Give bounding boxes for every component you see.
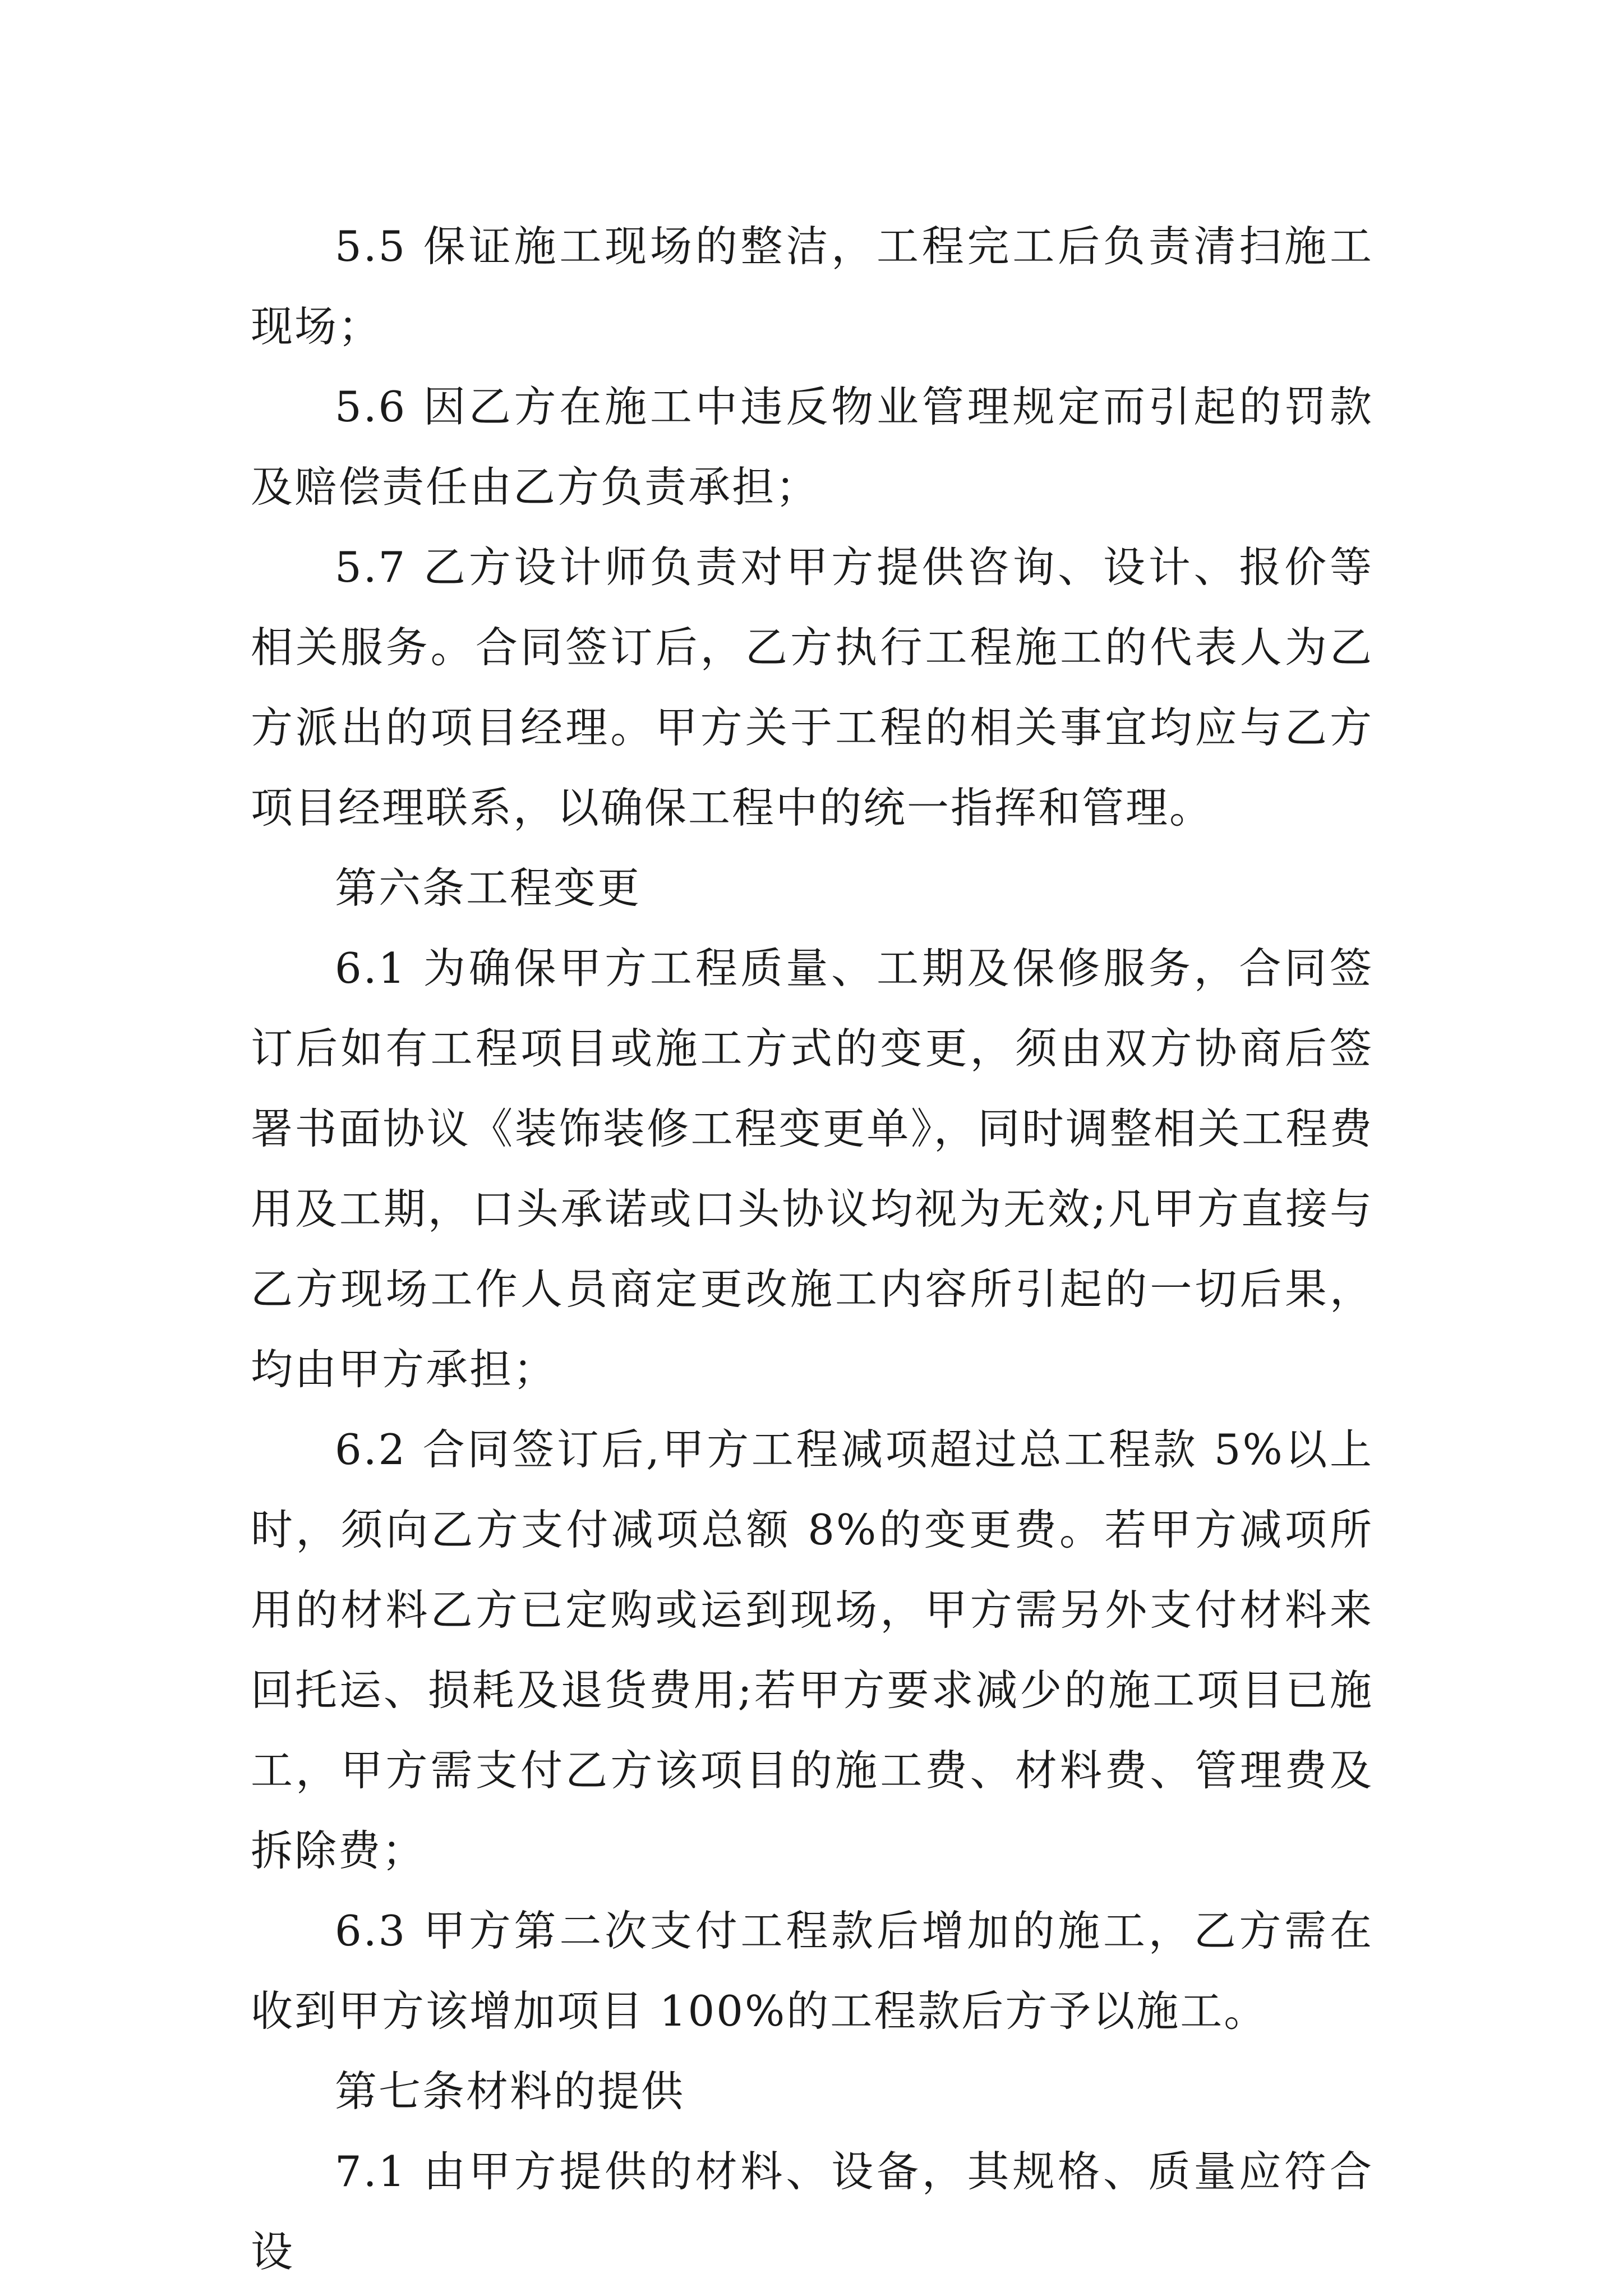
article-7-heading: 第七条材料的提供 — [335, 2067, 685, 2116]
article-6-heading: 第六条工程变更 — [335, 863, 642, 913]
document-body — [251, 206, 1373, 2292]
clause-5-6: 5.6 因乙方在施工中违反物业管理规定而引起的罚款及赔偿责任由乙方负责承担； — [251, 382, 1373, 512]
clause-5-7: 5.7 乙方设计师负责对甲方提供咨询、设计、报价等相关服务。合同签订后，乙方执行工程施工的代表人为乙方派出的项目经理。甲方关于工程的相关事宜均应与乙方项目经理联系，以确保工程中的统一指挥和管理。 — [251, 542, 1373, 832]
clause-6-3: 6.3 甲方第二次支付工程款后增加的施工，乙方需在收到甲方该增加项目 100%的工程款后方予以施工。 — [251, 1906, 1373, 2036]
clause-6-2: 6.2 合同签订后,甲方工程减项超过总工程款 5%以上时，须向乙方支付减项总额 8%的变更费。若甲方减项所用的材料乙方已定购或运到现场，甲方需另外支付材料来回托运、损耗及退货费用;若甲方要求减少的施工项目已施工，甲方需支付乙方该项目的施工费、材料费、管理费及拆除费； — [251, 1425, 1373, 1875]
clause-7-1: 7.1 由甲方提供的材料、设备，其规格、质量应符合设 — [251, 2147, 1373, 2276]
clause-5-5: 5.5 保证施工现场的整洁，工程完工后负责清扫施工现场； — [251, 222, 1373, 351]
clause-6-1: 6.1 为确保甲方工程质量、工期及保修服务，合同签订后如有工程项目或施工方式的变更，须由双方协商后签署书面协议《装饰装修工程变更单》，同时调整相关工程费用及工期，口头承诺或口头协议均视为无效;凡甲方直接与乙方现场工作人员商定更改施工内容所引起的一切后果，均由甲方承担； — [251, 944, 1373, 1394]
